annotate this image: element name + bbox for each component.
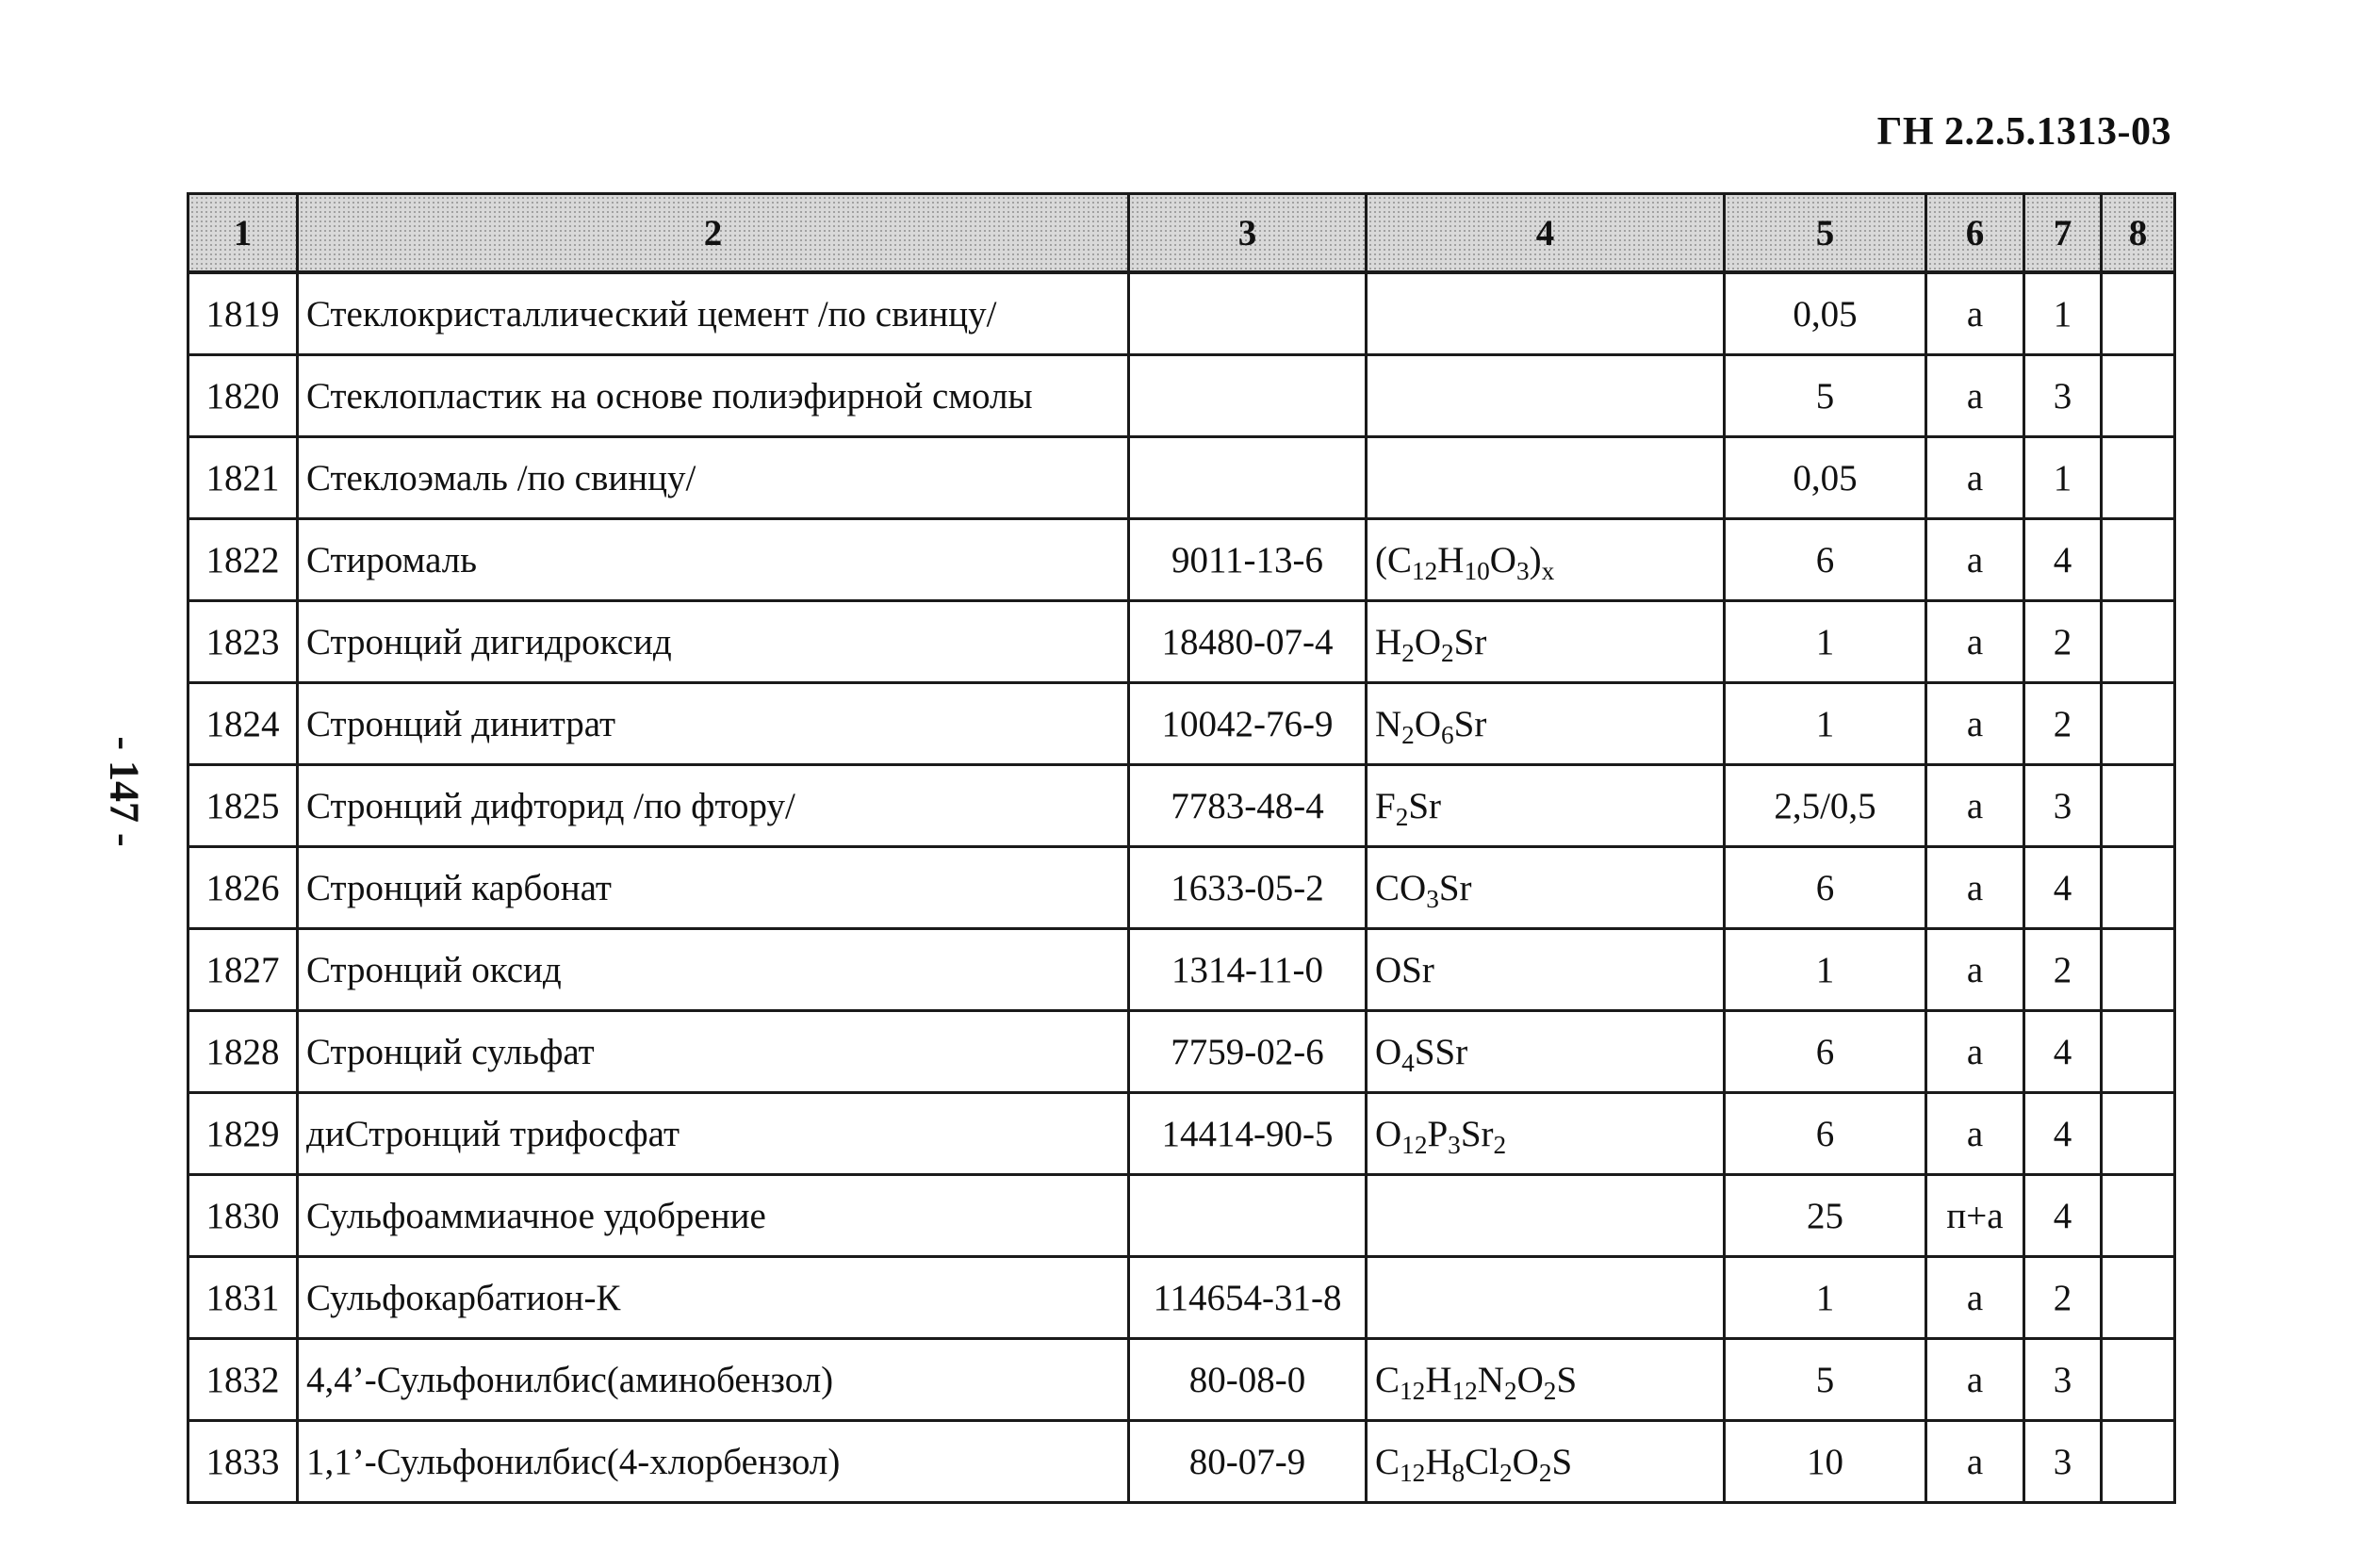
- row-number-cell: 1822: [188, 519, 298, 601]
- table-body: [188, 272, 2175, 1503]
- hazard-class-cell: 4: [2024, 1093, 2102, 1175]
- row-number-cell: 1823: [188, 601, 298, 683]
- formula-cell: $O_{12}P_3Sr_2$: [1367, 1093, 1725, 1175]
- formula-cell: $C_{12}H_8Cl_2O_2S$: [1367, 1421, 1725, 1503]
- row-number-cell: 1819: [188, 272, 298, 355]
- row-number-cell: 1820: [188, 355, 298, 437]
- hazard-class-cell: 2: [2024, 929, 2102, 1011]
- hazard-class-cell: 2: [2024, 1257, 2102, 1339]
- note-cell: [2102, 765, 2175, 847]
- header-col-6: 6: [1926, 194, 2024, 273]
- substance-name-cell: Стронций дифторид /по фтору/: [298, 765, 1129, 847]
- hazard-class-cell: 4: [2024, 847, 2102, 929]
- limit-value-cell: 1: [1725, 1257, 1926, 1339]
- aggregate-state-cell: а: [1926, 1093, 2024, 1175]
- cas-number-cell: 7759-02-6: [1129, 1011, 1367, 1093]
- formula-cell: $N_2O_6Sr$: [1367, 683, 1725, 765]
- cas-number-cell: 114654-31-8: [1129, 1257, 1367, 1339]
- limit-value-cell: 1: [1725, 929, 1926, 1011]
- aggregate-state-cell: п+а: [1926, 1175, 2024, 1257]
- hazard-class-cell: 3: [2024, 1339, 2102, 1421]
- substance-name-cell: Стронций сульфат: [298, 1011, 1129, 1093]
- limit-value-cell: 6: [1725, 1093, 1926, 1175]
- aggregate-state-cell: а: [1926, 847, 2024, 929]
- substance-name-cell: Стронций дигидроксид: [298, 601, 1129, 683]
- note-cell: [2102, 601, 2175, 683]
- substance-name-cell: Стеклокристаллический цемент /по свинцу/: [298, 272, 1129, 355]
- note-cell: [2102, 519, 2175, 601]
- note-cell: [2102, 683, 2175, 765]
- hazard-class-cell: 2: [2024, 683, 2102, 765]
- limit-value-cell: 0,05: [1725, 437, 1926, 519]
- header-col-3: 3: [1129, 194, 1367, 273]
- note-cell: [2102, 929, 2175, 1011]
- aggregate-state-cell: а: [1926, 519, 2024, 601]
- table-row: [188, 847, 2175, 929]
- aggregate-state-cell: а: [1926, 1257, 2024, 1339]
- hazard-class-cell: 1: [2024, 437, 2102, 519]
- formula-cell: [1367, 272, 1725, 355]
- table-row: [188, 1421, 2175, 1503]
- formula-cell: $O_4SSr$: [1367, 1011, 1725, 1093]
- limit-value-cell: 25: [1725, 1175, 1926, 1257]
- formula-cell: $CO_3Sr$: [1367, 847, 1725, 929]
- row-number-cell: 1826: [188, 847, 298, 929]
- row-number-cell: 1829: [188, 1093, 298, 1175]
- row-number-cell: 1832: [188, 1339, 298, 1421]
- substances-table: [187, 192, 2176, 1504]
- table-row: [188, 683, 2175, 765]
- aggregate-state-cell: а: [1926, 683, 2024, 765]
- cas-number-cell: [1129, 437, 1367, 519]
- aggregate-state-cell: а: [1926, 601, 2024, 683]
- cas-number-cell: [1129, 355, 1367, 437]
- formula-cell: [1367, 355, 1725, 437]
- formula-cell: [1367, 1257, 1725, 1339]
- table-header-row: [188, 194, 2175, 273]
- table-row: [188, 1257, 2175, 1339]
- table-row: [188, 601, 2175, 683]
- cas-number-cell: 10042-76-9: [1129, 683, 1367, 765]
- substance-name-cell: диСтронций трифосфат: [298, 1093, 1129, 1175]
- header-col-1: 1: [188, 194, 298, 273]
- hazard-class-cell: 1: [2024, 272, 2102, 355]
- hazard-class-cell: 4: [2024, 1011, 2102, 1093]
- note-cell: [2102, 437, 2175, 519]
- header-col-4: 4: [1367, 194, 1725, 273]
- substance-name-cell: 1,1’-Сульфонилбис(4-хлорбензол): [298, 1421, 1129, 1503]
- cas-number-cell: 14414-90-5: [1129, 1093, 1367, 1175]
- aggregate-state-cell: а: [1926, 765, 2024, 847]
- document-code: ГН 2.2.5.1313-03: [1876, 110, 2171, 154]
- hazard-class-cell: 4: [2024, 1175, 2102, 1257]
- limit-value-cell: 6: [1725, 1011, 1926, 1093]
- limit-value-cell: 1: [1725, 683, 1926, 765]
- note-cell: [2102, 1421, 2175, 1503]
- page-number-text: - 147 -: [101, 736, 148, 847]
- table-row: [188, 355, 2175, 437]
- formula-cell: $F_2Sr$: [1367, 765, 1725, 847]
- cas-number-cell: 9011-13-6: [1129, 519, 1367, 601]
- note-cell: [2102, 1093, 2175, 1175]
- hazard-class-cell: 4: [2024, 519, 2102, 601]
- cas-number-cell: 80-08-0: [1129, 1339, 1367, 1421]
- substance-name-cell: 4,4’-Сульфонилбис(аминобензол): [298, 1339, 1129, 1421]
- formula-cell: $H_2O_2Sr$: [1367, 601, 1725, 683]
- limit-value-cell: 5: [1725, 355, 1926, 437]
- substance-name-cell: Стеклопластик на основе полиэфирной смолы: [298, 355, 1129, 437]
- substance-name-cell: Сульфокарбатион-К: [298, 1257, 1129, 1339]
- note-cell: [2102, 1011, 2175, 1093]
- table-row: [188, 437, 2175, 519]
- aggregate-state-cell: а: [1926, 929, 2024, 1011]
- cas-number-cell: [1129, 1175, 1367, 1257]
- note-cell: [2102, 355, 2175, 437]
- row-number-cell: 1821: [188, 437, 298, 519]
- aggregate-state-cell: а: [1926, 272, 2024, 355]
- row-number-cell: 1828: [188, 1011, 298, 1093]
- row-number-cell: 1824: [188, 683, 298, 765]
- note-cell: [2102, 1175, 2175, 1257]
- cas-number-cell: 18480-07-4: [1129, 601, 1367, 683]
- limit-value-cell: 1: [1725, 601, 1926, 683]
- substance-name-cell: Стиромаль: [298, 519, 1129, 601]
- header-col-2: 2: [298, 194, 1129, 273]
- table-row: [188, 1175, 2175, 1257]
- row-number-cell: 1833: [188, 1421, 298, 1503]
- cas-number-cell: 1314-11-0: [1129, 929, 1367, 1011]
- table-row: [188, 929, 2175, 1011]
- cas-number-cell: [1129, 272, 1367, 355]
- table-row: [188, 765, 2175, 847]
- header-col-7: 7: [2024, 194, 2102, 273]
- aggregate-state-cell: а: [1926, 1339, 2024, 1421]
- substance-name-cell: Стеклоэмаль /по свинцу/: [298, 437, 1129, 519]
- aggregate-state-cell: а: [1926, 1421, 2024, 1503]
- formula-cell: [1367, 1175, 1725, 1257]
- formula-cell: $(C_{12}H_{10}O_3)_x$: [1367, 519, 1725, 601]
- header-col-8: 8: [2102, 194, 2175, 273]
- limit-value-cell: 2,5/0,5: [1725, 765, 1926, 847]
- limit-value-cell: 6: [1725, 847, 1926, 929]
- hazard-class-cell: 3: [2024, 355, 2102, 437]
- hazard-class-cell: 3: [2024, 1421, 2102, 1503]
- cas-number-cell: 1633-05-2: [1129, 847, 1367, 929]
- cas-number-cell: 7783-48-4: [1129, 765, 1367, 847]
- formula-cell: OSr: [1367, 929, 1725, 1011]
- note-cell: [2102, 1257, 2175, 1339]
- table-row: [188, 519, 2175, 601]
- table-row: [188, 272, 2175, 355]
- substance-name-cell: Стронций оксид: [298, 929, 1129, 1011]
- aggregate-state-cell: а: [1926, 1011, 2024, 1093]
- note-cell: [2102, 1339, 2175, 1421]
- formula-cell: [1367, 437, 1725, 519]
- table-row: [188, 1093, 2175, 1175]
- table-row: [188, 1339, 2175, 1421]
- hazard-class-cell: 2: [2024, 601, 2102, 683]
- limit-value-cell: 0,05: [1725, 272, 1926, 355]
- row-number-cell: 1827: [188, 929, 298, 1011]
- substance-name-cell: Стронций карбонат: [298, 847, 1129, 929]
- table-row: [188, 1011, 2175, 1093]
- formula-cell: $C_{12}H_{12}N_2O_2S$: [1367, 1339, 1725, 1421]
- note-cell: [2102, 272, 2175, 355]
- row-number-cell: 1830: [188, 1175, 298, 1257]
- limit-value-cell: 6: [1725, 519, 1926, 601]
- aggregate-state-cell: а: [1926, 355, 2024, 437]
- row-number-cell: 1825: [188, 765, 298, 847]
- limit-value-cell: 5: [1725, 1339, 1926, 1421]
- header-col-5: 5: [1725, 194, 1926, 273]
- hazard-class-cell: 3: [2024, 765, 2102, 847]
- note-cell: [2102, 847, 2175, 929]
- substance-name-cell: Сульфоаммиачное удобрение: [298, 1175, 1129, 1257]
- aggregate-state-cell: а: [1926, 437, 2024, 519]
- limit-value-cell: 10: [1725, 1421, 1926, 1503]
- row-number-cell: 1831: [188, 1257, 298, 1339]
- substance-name-cell: Стронций динитрат: [298, 683, 1129, 765]
- cas-number-cell: 80-07-9: [1129, 1421, 1367, 1503]
